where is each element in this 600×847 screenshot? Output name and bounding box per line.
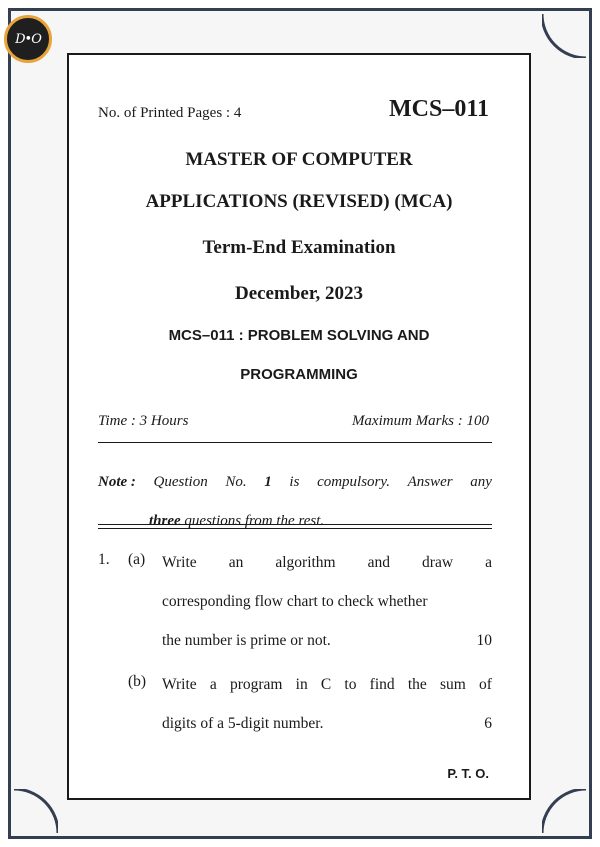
note-text: questions from the rest. xyxy=(180,513,325,529)
marks-value: 10 xyxy=(476,632,492,649)
corner-ornament-bottom-right xyxy=(542,789,586,833)
question-line xyxy=(162,704,492,743)
question-part-a xyxy=(162,543,492,660)
question-number: 1. xyxy=(98,551,110,568)
question-line: corresponding flow chart to check whether xyxy=(162,593,428,610)
question-word: a xyxy=(209,676,217,693)
note-line2 xyxy=(98,502,492,541)
question-word: draw xyxy=(422,554,454,571)
question-word: find xyxy=(369,676,395,693)
question-word: the xyxy=(407,676,427,693)
printed-pages-count: No. of Printed Pages : 4 xyxy=(98,105,242,121)
note-word: any xyxy=(470,474,492,490)
note-emphasis: three xyxy=(149,513,181,529)
question-word: a xyxy=(485,554,492,571)
question-word: Write xyxy=(162,676,197,693)
corner-ornament-top-right xyxy=(542,14,586,58)
question-word: Write xyxy=(162,554,197,571)
question-line xyxy=(162,543,492,582)
question-word: of xyxy=(478,676,492,693)
brand-logo xyxy=(4,15,52,63)
exam-session: December, 2023 xyxy=(234,283,364,304)
note-word: Answer xyxy=(407,474,453,490)
exam-name: Term-End Examination xyxy=(202,237,396,258)
note-line1 xyxy=(98,463,492,502)
question-word: in xyxy=(295,676,308,693)
corner-ornament-bottom-left xyxy=(14,789,58,833)
logo-text: D•O xyxy=(15,31,41,47)
paper-title-line1: MCS–011 : PROBLEM SOLVING AND xyxy=(168,327,430,344)
please-turn-over: P. T. O. xyxy=(447,766,489,781)
note-word: compulsory. xyxy=(317,474,390,490)
programme-title-line2: APPLICATIONS (REVISED) (MCA) xyxy=(145,191,453,212)
divider xyxy=(98,442,492,443)
question-text: digits of a 5-digit number. xyxy=(162,715,324,732)
question-part-b xyxy=(162,665,492,743)
question-word: program xyxy=(229,676,283,693)
question-line xyxy=(162,621,492,660)
question-word: C xyxy=(320,676,332,693)
exam-time: Time : 3 Hours xyxy=(98,413,189,429)
question-word: algorithm xyxy=(275,554,336,571)
note-word: No. xyxy=(225,474,247,490)
double-divider xyxy=(98,524,492,529)
question-word: sum xyxy=(439,676,466,693)
instructions-note xyxy=(98,463,492,541)
note-word: Question xyxy=(153,474,208,490)
course-code: MCS–011 xyxy=(388,96,489,122)
question-word: an xyxy=(228,554,244,571)
note-label: Note : xyxy=(98,474,136,490)
note-word: is xyxy=(289,474,300,490)
question-line xyxy=(162,665,492,704)
programme-title-line1: MASTER OF COMPUTER xyxy=(185,149,413,170)
part-label: (b) xyxy=(128,673,147,690)
paper-title-line2: PROGRAMMING xyxy=(240,366,358,383)
question-word: to xyxy=(344,676,357,693)
maximum-marks: Maximum Marks : 100 xyxy=(351,413,489,429)
question-word: and xyxy=(367,554,391,571)
part-label: (a) xyxy=(128,551,146,568)
exam-paper xyxy=(67,53,531,800)
marks-value: 6 xyxy=(484,715,492,732)
question-text: the number is prime or not. xyxy=(162,632,331,649)
note-word: 1 xyxy=(264,474,272,490)
